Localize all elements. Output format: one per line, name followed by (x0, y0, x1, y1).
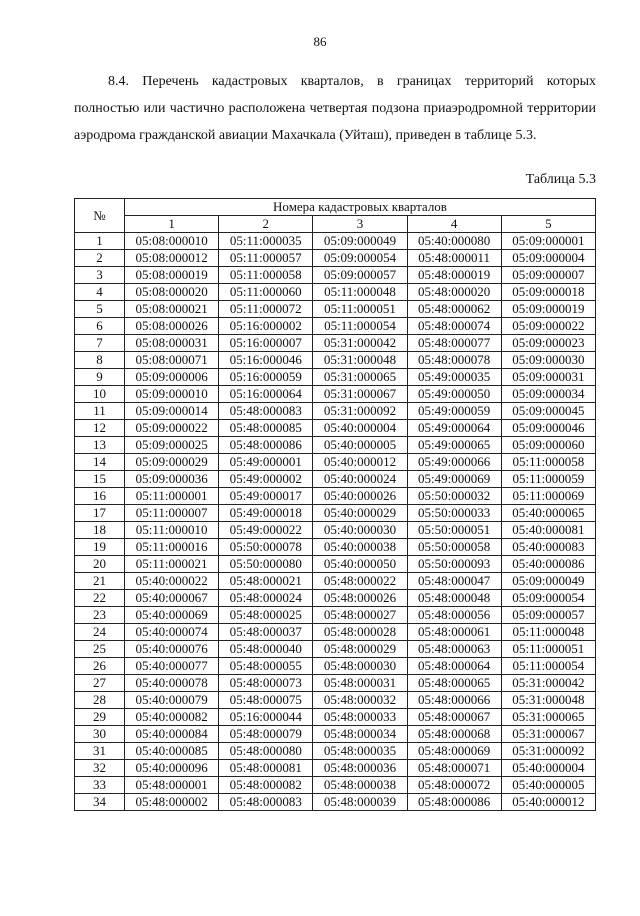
cadastral-number-cell: 05:09:000006 (125, 369, 219, 386)
table-row (75, 692, 596, 709)
cadastral-number-cell: 05:40:000024 (313, 471, 407, 488)
cadastral-number-cell: 05:08:000019 (125, 267, 219, 284)
cadastral-number-cell: 05:09:000049 (313, 233, 407, 250)
table-row (75, 590, 596, 607)
cadastral-number-cell: 05:48:000063 (407, 641, 501, 658)
cadastral-number-cell: 05:11:000051 (501, 641, 595, 658)
cadastral-number-cell: 05:09:000022 (125, 420, 219, 437)
cadastral-number-cell: 05:48:000030 (313, 658, 407, 675)
row-number-cell: 3 (75, 267, 125, 284)
row-number-cell: 2 (75, 250, 125, 267)
cadastral-number-cell: 05:31:000048 (313, 352, 407, 369)
column-header-3: 3 (313, 216, 407, 233)
cadastral-number-cell: 05:48:000022 (313, 573, 407, 590)
row-number-cell: 8 (75, 352, 125, 369)
row-number-cell: 5 (75, 301, 125, 318)
cadastral-number-cell: 05:09:000057 (501, 607, 595, 624)
table-caption: Таблица 5.3 (525, 172, 596, 187)
cadastral-number-cell: 05:08:000021 (125, 301, 219, 318)
cadastral-number-cell: 05:48:000024 (219, 590, 313, 607)
cadastral-number-cell: 05:49:000065 (407, 437, 501, 454)
cadastral-number-cell: 05:48:000038 (313, 777, 407, 794)
cadastral-number-cell: 05:09:000007 (501, 267, 595, 284)
cadastral-number-cell: 05:40:000096 (125, 760, 219, 777)
cadastral-number-cell: 05:48:000001 (125, 777, 219, 794)
cadastral-number-cell: 05:48:000083 (219, 794, 313, 811)
table-row (75, 641, 596, 658)
cadastral-number-cell: 05:49:000050 (407, 386, 501, 403)
cadastral-number-cell: 05:48:000031 (313, 675, 407, 692)
cadastral-number-cell: 05:09:000010 (125, 386, 219, 403)
table-row (75, 624, 596, 641)
row-number-cell: 1 (75, 233, 125, 250)
cadastral-number-cell: 05:48:000020 (407, 284, 501, 301)
cadastral-number-cell: 05:31:000092 (501, 743, 595, 760)
table-row (75, 607, 596, 624)
row-number-cell: 30 (75, 726, 125, 743)
cadastral-number-cell: 05:48:000072 (407, 777, 501, 794)
cadastral-number-cell: 05:11:000021 (125, 556, 219, 573)
table-row (75, 454, 596, 471)
row-number-cell: 28 (75, 692, 125, 709)
table-row (75, 318, 596, 335)
table-row (75, 284, 596, 301)
cadastral-number-cell: 05:50:000051 (407, 522, 501, 539)
cadastral-number-cell: 05:49:000059 (407, 403, 501, 420)
cadastral-number-cell: 05:09:000045 (501, 403, 595, 420)
cadastral-number-cell: 05:48:000077 (407, 335, 501, 352)
cadastral-number-cell: 05:11:000016 (125, 539, 219, 556)
cadastral-number-cell: 05:48:000081 (219, 760, 313, 777)
cadastral-number-cell: 05:11:000007 (125, 505, 219, 522)
row-number-cell: 26 (75, 658, 125, 675)
cadastral-number-cell: 05:48:000065 (407, 675, 501, 692)
cadastral-number-cell: 05:31:000065 (313, 369, 407, 386)
cadastral-number-cell: 05:48:000047 (407, 573, 501, 590)
row-number-cell: 25 (75, 641, 125, 658)
cadastral-number-cell: 05:48:000025 (219, 607, 313, 624)
cadastral-number-cell: 05:11:000058 (501, 454, 595, 471)
cadastral-number-cell: 05:48:000068 (407, 726, 501, 743)
row-number-cell: 33 (75, 777, 125, 794)
table-row (75, 352, 596, 369)
cadastral-number-cell: 05:09:000018 (501, 284, 595, 301)
table-row (75, 573, 596, 590)
table-row (75, 522, 596, 539)
table-row (75, 250, 596, 267)
row-number-cell: 31 (75, 743, 125, 760)
cadastral-number-cell: 05:49:000035 (407, 369, 501, 386)
cadastral-number-cell: 05:40:000083 (501, 539, 595, 556)
cadastral-number-cell: 05:09:000036 (125, 471, 219, 488)
cadastral-number-cell: 05:48:000069 (407, 743, 501, 760)
row-number-cell: 29 (75, 709, 125, 726)
cadastral-number-cell: 05:08:000071 (125, 352, 219, 369)
cadastral-number-cell: 05:31:000042 (313, 335, 407, 352)
row-number-cell: 10 (75, 386, 125, 403)
cadastral-number-cell: 05:09:000022 (501, 318, 595, 335)
cadastral-number-cell: 05:40:000012 (501, 794, 595, 811)
cadastral-number-cell: 05:11:000069 (501, 488, 595, 505)
table-row (75, 675, 596, 692)
cadastral-number-cell: 05:16:000059 (219, 369, 313, 386)
row-number-cell: 12 (75, 420, 125, 437)
table-row (75, 539, 596, 556)
cadastral-number-cell: 05:48:000035 (313, 743, 407, 760)
table-row (75, 369, 596, 386)
row-number-cell: 32 (75, 760, 125, 777)
cadastral-number-cell: 05:49:000017 (219, 488, 313, 505)
row-number-cell: 22 (75, 590, 125, 607)
cadastral-number-cell: 05:48:000062 (407, 301, 501, 318)
cadastral-number-cell: 05:31:000067 (313, 386, 407, 403)
cadastral-number-cell: 05:48:000040 (219, 641, 313, 658)
table-row (75, 335, 596, 352)
row-number-cell: 15 (75, 471, 125, 488)
cadastral-number-cell: 05:48:000080 (219, 743, 313, 760)
cadastral-number-cell: 05:16:000046 (219, 352, 313, 369)
cadastral-number-cell: 05:48:000075 (219, 692, 313, 709)
cadastral-number-cell: 05:09:000034 (501, 386, 595, 403)
table-row (75, 777, 596, 794)
cadastral-number-cell: 05:40:000004 (313, 420, 407, 437)
cadastral-number-cell: 05:08:000012 (125, 250, 219, 267)
cadastral-number-cell: 05:49:000064 (407, 420, 501, 437)
table-row (75, 233, 596, 250)
cadastral-number-cell: 05:40:000079 (125, 692, 219, 709)
cadastral-number-cell: 05:48:000029 (313, 641, 407, 658)
row-number-cell: 14 (75, 454, 125, 471)
cadastral-number-cell: 05:48:000085 (219, 420, 313, 437)
cadastral-number-cell: 05:40:000078 (125, 675, 219, 692)
cadastral-number-cell: 05:48:000026 (313, 590, 407, 607)
cadastral-number-cell: 05:48:000036 (313, 760, 407, 777)
cadastral-number-cell: 05:09:000057 (313, 267, 407, 284)
cadastral-number-cell: 05:40:000067 (125, 590, 219, 607)
cadastral-number-cell: 05:09:000054 (501, 590, 595, 607)
cadastral-number-cell: 05:48:000074 (407, 318, 501, 335)
group-column-header: Номера кадастровых кварталов (125, 199, 596, 216)
table-body (75, 233, 596, 811)
cadastral-number-cell: 05:48:000064 (407, 658, 501, 675)
cadastral-number-cell: 05:49:000022 (219, 522, 313, 539)
cadastral-number-cell: 05:50:000093 (407, 556, 501, 573)
table-row (75, 403, 596, 420)
table-row (75, 267, 596, 284)
cadastral-number-cell: 05:40:000012 (313, 454, 407, 471)
column-header-5: 5 (501, 216, 595, 233)
row-number-cell: 4 (75, 284, 125, 301)
cadastral-number-cell: 05:11:000051 (313, 301, 407, 318)
cadastral-number-cell: 05:49:000066 (407, 454, 501, 471)
column-header-4: 4 (407, 216, 501, 233)
table-row (75, 386, 596, 403)
row-number-cell: 7 (75, 335, 125, 352)
cadastral-number-cell: 05:48:000082 (219, 777, 313, 794)
cadastral-number-cell: 05:08:000026 (125, 318, 219, 335)
cadastral-number-cell: 05:48:000067 (407, 709, 501, 726)
cadastral-number-cell: 05:48:000055 (219, 658, 313, 675)
row-number-cell: 20 (75, 556, 125, 573)
cadastral-number-cell: 05:11:000048 (501, 624, 595, 641)
cadastral-number-cell: 05:48:000071 (407, 760, 501, 777)
cadastral-number-cell: 05:48:000034 (313, 726, 407, 743)
cadastral-number-cell: 05:40:000085 (125, 743, 219, 760)
cadastral-number-cell: 05:48:000019 (407, 267, 501, 284)
cadastral-number-cell: 05:48:000061 (407, 624, 501, 641)
cadastral-number-cell: 05:48:000032 (313, 692, 407, 709)
cadastral-number-cell: 05:48:000037 (219, 624, 313, 641)
cadastral-number-cell: 05:48:000028 (313, 624, 407, 641)
row-number-cell: 18 (75, 522, 125, 539)
cadastral-number-cell: 05:48:000039 (313, 794, 407, 811)
cadastral-number-cell: 05:11:000057 (219, 250, 313, 267)
cadastral-number-cell: 05:16:000064 (219, 386, 313, 403)
table-row (75, 658, 596, 675)
table-row (75, 420, 596, 437)
cadastral-number-cell: 05:50:000033 (407, 505, 501, 522)
cadastral-number-cell: 05:40:000005 (313, 437, 407, 454)
cadastral-number-cell: 05:40:000080 (407, 233, 501, 250)
table-row (75, 471, 596, 488)
cadastral-number-cell: 05:16:000007 (219, 335, 313, 352)
cadastral-number-cell: 05:09:000046 (501, 420, 595, 437)
cadastral-number-cell: 05:11:000048 (313, 284, 407, 301)
cadastral-number-cell: 05:49:000018 (219, 505, 313, 522)
cadastral-number-cell: 05:09:000001 (501, 233, 595, 250)
cadastral-number-cell: 05:49:000002 (219, 471, 313, 488)
cadastral-number-cell: 05:09:000054 (313, 250, 407, 267)
cadastral-number-cell: 05:11:000001 (125, 488, 219, 505)
cadastral-number-cell: 05:48:000002 (125, 794, 219, 811)
cadastral-number-cell: 05:09:000060 (501, 437, 595, 454)
cadastral-number-cell: 05:09:000025 (125, 437, 219, 454)
cadastral-number-cell: 05:50:000058 (407, 539, 501, 556)
row-number-cell: 19 (75, 539, 125, 556)
table-row (75, 437, 596, 454)
table-row (75, 709, 596, 726)
cadastral-number-cell: 05:11:000054 (501, 658, 595, 675)
cadastral-number-cell: 05:11:000035 (219, 233, 313, 250)
cadastral-number-cell: 05:48:000027 (313, 607, 407, 624)
cadastral-number-cell: 05:48:000073 (219, 675, 313, 692)
cadastral-number-cell: 05:09:000019 (501, 301, 595, 318)
cadastral-number-cell: 05:48:000083 (219, 403, 313, 420)
cadastral-number-cell: 05:09:000014 (125, 403, 219, 420)
row-number-cell: 6 (75, 318, 125, 335)
cadastral-quarters-table (74, 198, 596, 811)
cadastral-number-cell: 05:48:000011 (407, 250, 501, 267)
cadastral-number-cell: 05:50:000080 (219, 556, 313, 573)
cadastral-number-cell: 05:40:000050 (313, 556, 407, 573)
cadastral-number-cell: 05:31:000092 (313, 403, 407, 420)
cadastral-number-cell: 05:40:000077 (125, 658, 219, 675)
cadastral-number-cell: 05:48:000066 (407, 692, 501, 709)
cadastral-number-cell: 05:09:000049 (501, 573, 595, 590)
cadastral-number-cell: 05:40:000030 (313, 522, 407, 539)
cadastral-number-cell: 05:40:000084 (125, 726, 219, 743)
row-number-cell: 27 (75, 675, 125, 692)
cadastral-number-cell: 05:08:000031 (125, 335, 219, 352)
row-number-cell: 9 (75, 369, 125, 386)
table-row (75, 794, 596, 811)
cadastral-number-cell: 05:40:000076 (125, 641, 219, 658)
cadastral-number-cell: 05:48:000086 (407, 794, 501, 811)
cadastral-number-cell: 05:48:000056 (407, 607, 501, 624)
row-number-cell: 13 (75, 437, 125, 454)
row-number-cell: 23 (75, 607, 125, 624)
table-row (75, 301, 596, 318)
table-row (75, 488, 596, 505)
cadastral-number-cell: 05:11:000060 (219, 284, 313, 301)
cadastral-number-cell: 05:48:000086 (219, 437, 313, 454)
cadastral-number-cell: 05:08:000010 (125, 233, 219, 250)
cadastral-number-cell: 05:09:000004 (501, 250, 595, 267)
row-number-cell: 24 (75, 624, 125, 641)
cadastral-number-cell: 05:48:000079 (219, 726, 313, 743)
cadastral-number-cell: 05:40:000022 (125, 573, 219, 590)
cadastral-number-cell: 05:40:000074 (125, 624, 219, 641)
table-row (75, 726, 596, 743)
row-number-cell: 11 (75, 403, 125, 420)
cadastral-number-cell: 05:40:000081 (501, 522, 595, 539)
cadastral-number-cell: 05:11:000054 (313, 318, 407, 335)
cadastral-number-cell: 05:09:000023 (501, 335, 595, 352)
row-number-cell: 17 (75, 505, 125, 522)
cadastral-number-cell: 05:11:000058 (219, 267, 313, 284)
cadastral-number-cell: 05:49:000069 (407, 471, 501, 488)
cadastral-number-cell: 05:09:000031 (501, 369, 595, 386)
cadastral-number-cell: 05:40:000038 (313, 539, 407, 556)
cadastral-number-cell: 05:11:000072 (219, 301, 313, 318)
cadastral-number-cell: 05:11:000059 (501, 471, 595, 488)
cadastral-number-cell: 05:08:000020 (125, 284, 219, 301)
table-row (75, 505, 596, 522)
cadastral-number-cell: 05:48:000078 (407, 352, 501, 369)
cadastral-number-cell: 05:40:000005 (501, 777, 595, 794)
cadastral-number-cell: 05:31:000048 (501, 692, 595, 709)
cadastral-number-cell: 05:40:000029 (313, 505, 407, 522)
cadastral-number-cell: 05:09:000029 (125, 454, 219, 471)
cadastral-number-cell: 05:50:000078 (219, 539, 313, 556)
cadastral-number-cell: 05:48:000033 (313, 709, 407, 726)
number-column-header: № (75, 199, 125, 233)
cadastral-number-cell: 05:48:000048 (407, 590, 501, 607)
cadastral-number-cell: 05:16:000002 (219, 318, 313, 335)
cadastral-number-cell: 05:11:000010 (125, 522, 219, 539)
cadastral-number-cell: 05:48:000021 (219, 573, 313, 590)
section-paragraph: 8.4. Перечень кадастровых кварталов, в границах территорий которых полностью или частично расположена четвертая подзона приаэродромной территории аэродрома гражданской авиации Махачкала (Уйташ), приведен в таблице 5.3. (74, 74, 596, 143)
table-row (75, 556, 596, 573)
cadastral-number-cell: 05:31:000065 (501, 709, 595, 726)
cadastral-number-cell: 05:09:000030 (501, 352, 595, 369)
page-number: 86 (313, 34, 327, 49)
table-row (75, 743, 596, 760)
column-header-2: 2 (219, 216, 313, 233)
row-number-cell: 21 (75, 573, 125, 590)
cadastral-number-cell: 05:40:000086 (501, 556, 595, 573)
cadastral-number-cell: 05:49:000001 (219, 454, 313, 471)
column-header-1: 1 (125, 216, 219, 233)
cadastral-number-cell: 05:40:000082 (125, 709, 219, 726)
cadastral-number-cell: 05:40:000026 (313, 488, 407, 505)
cadastral-number-cell: 05:31:000067 (501, 726, 595, 743)
row-number-cell: 16 (75, 488, 125, 505)
cadastral-number-cell: 05:16:000044 (219, 709, 313, 726)
table-row (75, 760, 596, 777)
cadastral-number-cell: 05:40:000004 (501, 760, 595, 777)
cadastral-number-cell: 05:40:000065 (501, 505, 595, 522)
row-number-cell: 34 (75, 794, 125, 811)
cadastral-number-cell: 05:31:000042 (501, 675, 595, 692)
cadastral-number-cell: 05:50:000032 (407, 488, 501, 505)
cadastral-number-cell: 05:40:000069 (125, 607, 219, 624)
